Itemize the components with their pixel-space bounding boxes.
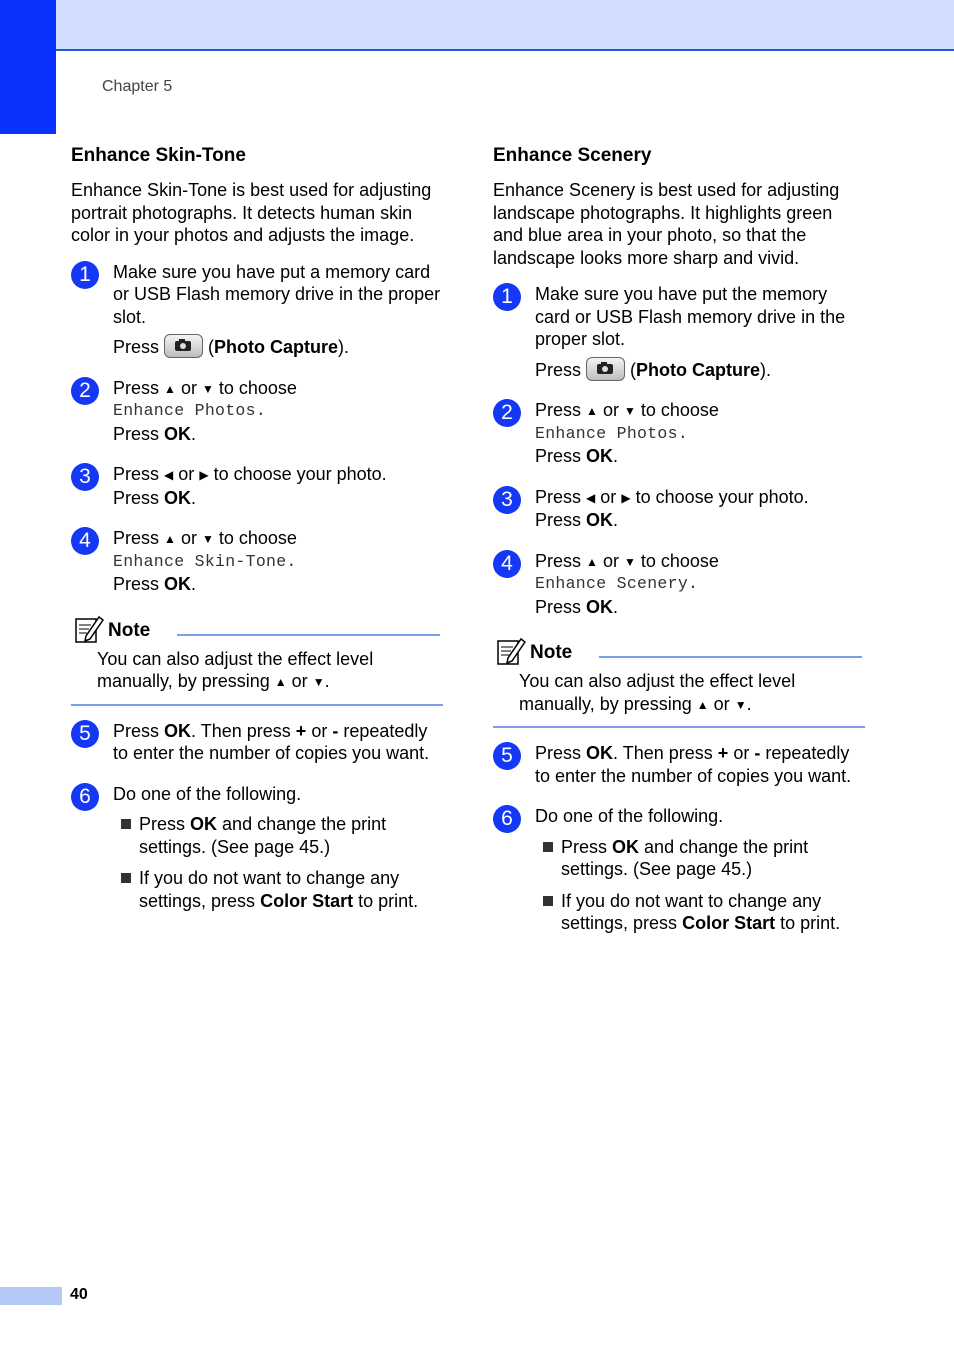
down-arrow-icon: ▼ xyxy=(201,532,214,546)
note-rule xyxy=(599,656,862,658)
bullet-square-icon xyxy=(121,819,131,829)
right-arrow-icon: ▶ xyxy=(621,490,631,505)
list-item: Press OK and change the print settings. (See page 45.) xyxy=(535,836,865,881)
list-item: If you do not want to change any settings, press Color Start to print. xyxy=(535,890,865,935)
down-arrow-icon: ▼ xyxy=(623,554,636,569)
option-list xyxy=(113,813,443,912)
note-box xyxy=(493,636,865,728)
bullet-square-icon xyxy=(543,842,553,852)
up-arrow-icon: ▲ xyxy=(586,554,598,569)
lcd-menu-text: Enhance Skin-Tone. xyxy=(113,551,297,571)
step-5: 5 Press OK. Then press + or - repeatedly to enter the number of copies you want. xyxy=(71,720,443,765)
step-3: 3 Press ◀ or ▶ to choose your photo. Press OK. xyxy=(71,463,443,509)
step-number: 3 xyxy=(493,486,521,514)
step-number: 5 xyxy=(71,720,99,748)
chapter-label: Chapter 5 xyxy=(102,78,173,95)
note-title: Note xyxy=(108,619,151,641)
step-number: 6 xyxy=(493,805,521,833)
step-text: Make sure you have put the memory card or USB Flash memory drive in the proper slot. xyxy=(535,284,846,349)
section-title: Enhance Skin-Tone xyxy=(71,145,246,166)
down-arrow-icon: ▼ xyxy=(623,404,636,418)
step-number: 2 xyxy=(493,399,521,427)
step-2: 2 Press ▲ or ▼ to choose Enhance Photos. Press OK. xyxy=(71,377,443,446)
step-1 xyxy=(493,283,865,381)
section-intro: Enhance Skin-Tone is best used for adjusting portrait photographs. It detects human skin color in your photos and adjusts the image. xyxy=(71,180,432,245)
step-number: 1 xyxy=(71,261,99,289)
step-number: 1 xyxy=(493,283,521,311)
section-title: Enhance Scenery xyxy=(493,145,652,166)
step-number: 5 xyxy=(493,742,521,770)
up-arrow-icon: ▲ xyxy=(164,381,176,396)
right-column xyxy=(493,144,865,953)
step-text: Make sure you have put a memory card or USB Flash memory drive in the proper slot. xyxy=(113,261,441,327)
step-3: 3 Press ◀ or ▶ to choose your photo. Press OK. xyxy=(493,486,865,532)
page-number: 40 xyxy=(70,1286,88,1303)
step-number: 2 xyxy=(71,377,99,405)
note-pencil-icon xyxy=(74,614,104,644)
step-number: 6 xyxy=(71,783,99,811)
left-column xyxy=(71,144,443,930)
page-number-band xyxy=(0,1287,62,1305)
down-arrow-icon: ▼ xyxy=(201,381,214,396)
note-rule xyxy=(177,634,440,636)
list-item: Press OK and change the print settings. (See page 45.) xyxy=(113,813,443,858)
lcd-menu-text: Enhance Photos. xyxy=(113,401,267,420)
step-1 xyxy=(71,261,443,359)
up-arrow-icon: ▲ xyxy=(586,404,598,418)
step-text-press: Press (Photo Capture). xyxy=(113,334,443,359)
note-pencil-icon xyxy=(496,636,526,666)
step-6: 6 Do one of the following. Press OK and change the print settings. (See page 45.) If you do not want to change any settings, press Color Start to print. xyxy=(71,783,443,913)
step-5: 5 Press OK. Then press + or - repeatedly to enter the number of copies you want. xyxy=(493,742,865,787)
step-number: 3 xyxy=(71,463,99,491)
step-2: 2 Press ▲ or ▼ to choose Enhance Photos. Press OK. xyxy=(493,399,865,468)
chapter-tab xyxy=(0,0,56,134)
lcd-menu-text: Enhance Photos. xyxy=(535,423,689,443)
step-text-press: Press (Photo Capture). xyxy=(535,357,865,382)
note-text: You can also adjust the effect level manually, by pressing ▲ or ▼. xyxy=(97,648,374,691)
bullet-square-icon xyxy=(543,896,553,906)
top-band xyxy=(0,0,954,51)
left-arrow-icon: ◀ xyxy=(164,468,174,482)
camera-icon[interactable] xyxy=(586,357,625,381)
right-arrow-icon: ▶ xyxy=(199,468,209,482)
option-list xyxy=(535,836,865,935)
up-arrow-icon: ▲ xyxy=(164,532,176,546)
step-4: 4 Press ▲ or ▼ to choose Enhance Scenery. Press OK. xyxy=(493,550,865,619)
camera-icon[interactable] xyxy=(164,334,203,358)
step-number: 4 xyxy=(71,527,99,555)
step-4: 4 Press ▲ or ▼ to choose Enhance Skin-Tone. Press OK. xyxy=(71,527,443,596)
bullet-square-icon xyxy=(121,873,131,883)
step-6: 6 Do one of the following. Press OK and change the print settings. (See page 45.) If you do not want to change any settings, press Color Start to print. xyxy=(493,805,865,935)
step-number: 4 xyxy=(493,550,521,578)
note-text: You can also adjust the effect level manually, by pressing ▲ or ▼. xyxy=(519,671,796,714)
note-box xyxy=(71,614,443,706)
lcd-menu-text: Enhance Scenery. xyxy=(535,574,699,593)
list-item: If you do not want to change any settings, press Color Start to print. xyxy=(113,867,443,912)
left-arrow-icon: ◀ xyxy=(586,490,596,505)
note-title: Note xyxy=(530,642,573,663)
section-intro: Enhance Scenery is best used for adjusting landscape photographs. It highlights green and blue area in your photo, so that the landscape looks more sharp and vivid. xyxy=(493,180,840,268)
